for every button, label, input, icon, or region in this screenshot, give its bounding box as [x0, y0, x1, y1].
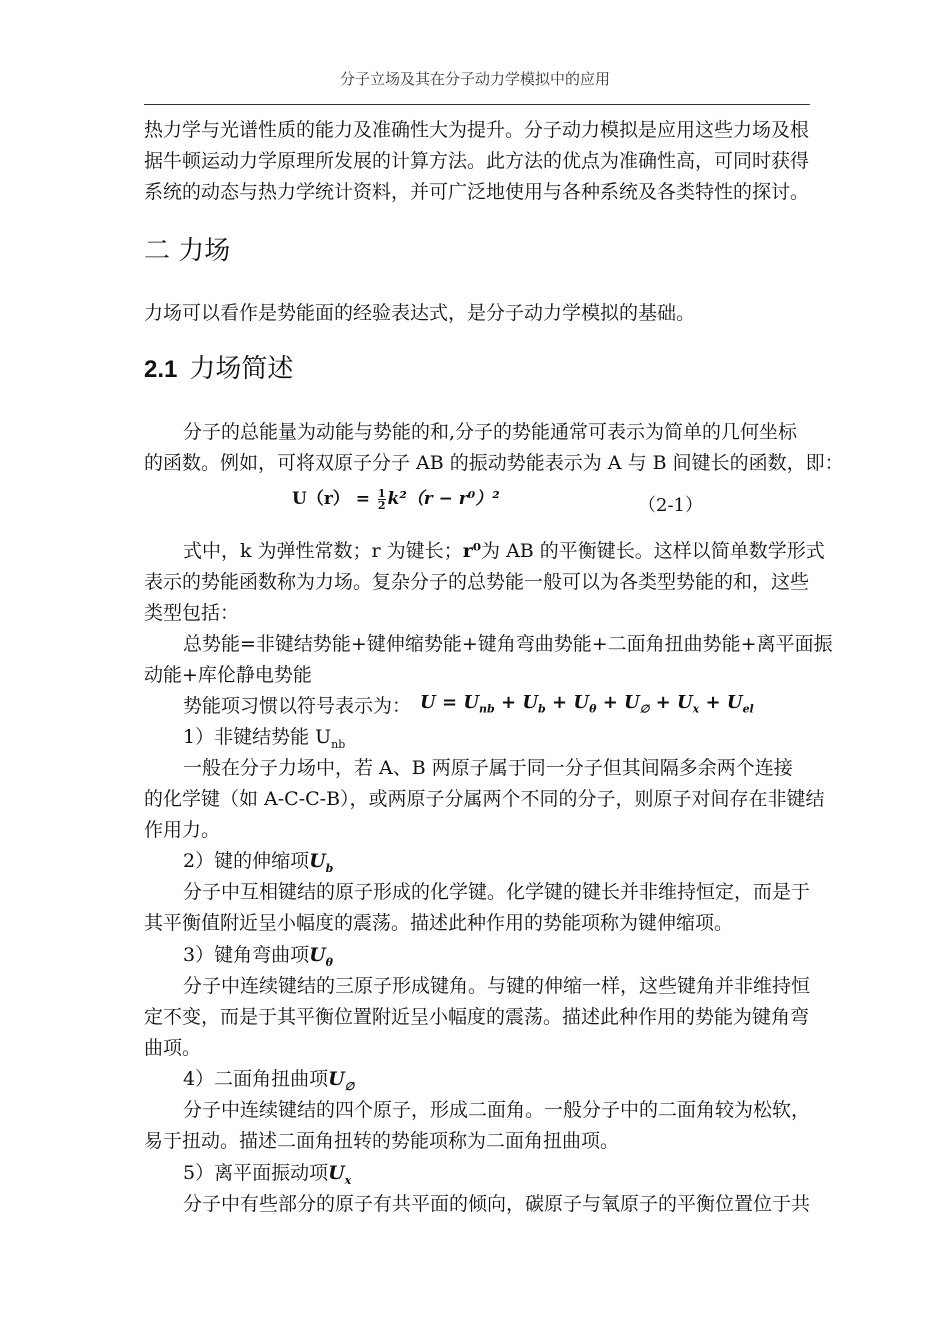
- fraction-denominator: 2: [377, 499, 386, 512]
- paragraph-line: [183, 536, 825, 563]
- equation-rhs: k²（r − r⁰）²: [387, 489, 500, 509]
- paragraph-line: 势能项习惯以符号表示为：: [183, 695, 412, 717]
- symbol-equation: $U = U_{nb} + U_b + U_\theta + U_\emptyset + U_x + U_{el}$: [420, 692, 754, 716]
- paragraph-line: 分子的总能量为动能与势能的和,分子的势能通常可表示为简单的几何坐标: [183, 421, 798, 443]
- section-heading: 二 力场: [144, 236, 231, 266]
- item-heading-text: 2）键的伸缩项: [183, 850, 310, 872]
- item-symbol-sub: ∅: [344, 1079, 355, 1093]
- item-symbol: U: [328, 1162, 345, 1184]
- item-heading-text: 4）二面角扭曲项: [183, 1068, 329, 1090]
- equilibrium-symbol: r⁰: [462, 540, 482, 562]
- item-text-line: 分子中连续键结的四个原子，形成二面角。一般分子中的二面角较为松软，: [183, 1099, 811, 1121]
- header-rule: [144, 104, 810, 105]
- paragraph-line: 总势能=非键结势能+键伸缩势能+键角弯曲势能+二面角扭曲势能+离平面振: [183, 633, 833, 655]
- equation-fraction: [378, 488, 386, 511]
- fraction-numerator: 1: [377, 487, 386, 500]
- item-heading: [183, 722, 345, 751]
- item-heading: [183, 940, 333, 969]
- paragraph-line: 表示的势能函数称为力场。复杂分子的总势能一般可以为各类型势能的和，这些: [144, 571, 810, 593]
- section-intro: 力场可以看作是势能面的经验表达式，是分子动力学模拟的基础。: [144, 302, 696, 324]
- running-header: 分子立场及其在分子动力学模拟中的应用: [339, 70, 610, 88]
- item-heading-sub: nb: [331, 737, 346, 751]
- item-symbol: U: [309, 850, 326, 872]
- item-heading: [183, 1158, 351, 1187]
- item-symbol-sub: b: [325, 861, 334, 875]
- equation-2-1: [292, 484, 500, 511]
- item-text-line: 的化学键（如 A-C-C-B），或两原子分属两个不同的分子，则原子对间存在非键结: [144, 788, 825, 810]
- item-text-line: 曲项。: [144, 1037, 202, 1059]
- item-heading-text: 3）键角弯曲项: [183, 944, 310, 966]
- paragraph-text: 式中，k 为弹性常数；r 为键长；: [183, 540, 463, 562]
- item-heading: [183, 1064, 354, 1093]
- intro-line: 系统的动态与热力学统计资料，并可广泛地使用与各种系统及各类特性的探讨。: [144, 181, 810, 203]
- paragraph-line: 类型包括：: [144, 602, 240, 624]
- intro-line: 热力学与光谱性质的能力及准确性大为提升。分子动力模拟是应用这些力场及根: [144, 119, 810, 141]
- equation-lhs: U（r）: [292, 489, 350, 509]
- item-symbol: U: [309, 944, 326, 966]
- item-text-line: 分子中有些部分的原子有共平面的倾向，碳原子与氧原子的平衡位置位于共: [183, 1193, 811, 1215]
- subsection-title: 力场简述: [189, 354, 294, 384]
- subsection-number: 2.1: [144, 356, 178, 383]
- paragraph-text: 为 AB 的平衡键长。这样以简单数学形式: [481, 540, 825, 562]
- item-text-line: 分子中连续键结的三原子形成键角。与键的伸缩一样，这些键角并非维持恒: [183, 975, 811, 997]
- item-heading-text: 1）非键结势能 U: [183, 726, 332, 748]
- item-text-line: 作用力。: [144, 819, 221, 841]
- item-text-line: 易于扭动。描述二面角扭转的势能项称为二面角扭曲项。: [144, 1130, 620, 1152]
- item-text-line: 分子中互相键结的原子形成的化学键。化学键的键长并非维持恒定，而是于: [183, 881, 811, 903]
- paragraph-line: 的函数。例如，可将双原子分子 AB 的振动势能表示为 A 与 B 间键长的函数，即：: [144, 452, 844, 474]
- equation-equals: =: [355, 489, 370, 509]
- item-symbol-sub: θ: [325, 955, 334, 969]
- subsection-heading: [144, 348, 293, 385]
- item-text-line: 一般在分子力场中，若 A、B 两原子属于同一分子但其间隔多余两个连接: [183, 757, 793, 779]
- item-text-line: 定不变，而是于其平衡位置附近呈小幅度的震荡。描述此种作用的势能为键角弯: [144, 1006, 810, 1028]
- item-heading: [183, 846, 333, 875]
- intro-line: 据牛顿运动力学原理所发展的计算方法。此方法的优点为准确性高，可同时获得: [144, 150, 810, 172]
- item-symbol: U: [328, 1068, 345, 1090]
- item-heading-text: 5）离平面振动项: [183, 1162, 329, 1184]
- item-symbol-sub: x: [344, 1173, 352, 1187]
- item-text-line: 其平衡值附近呈小幅度的震荡。描述此种作用的势能项称为键伸缩项。: [144, 912, 734, 934]
- equation-number: （2-1）: [638, 495, 703, 516]
- paragraph-line: 动能+库伦静电势能: [144, 664, 312, 686]
- symbol-equation-lead: U = U: [420, 692, 480, 713]
